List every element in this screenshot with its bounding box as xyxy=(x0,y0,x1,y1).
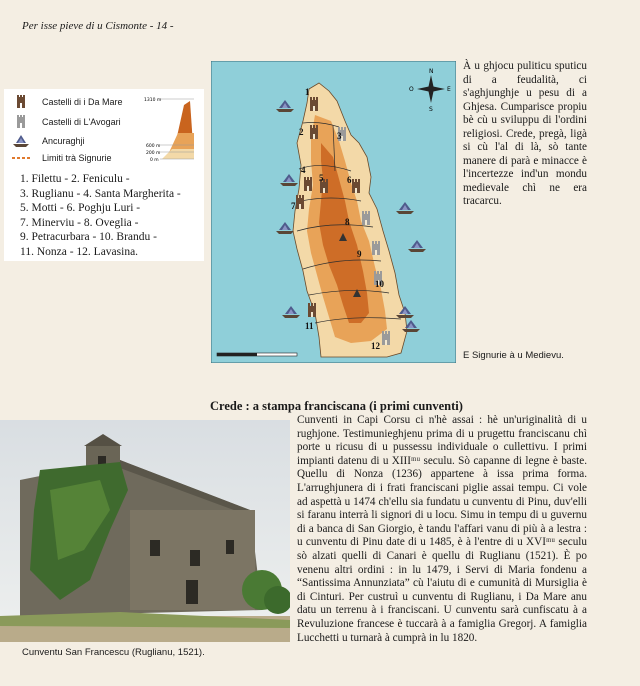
legend-item-limits xyxy=(12,151,112,165)
legend-label: Limiti trà Signurie xyxy=(42,153,112,163)
map-number: 12 xyxy=(371,341,380,351)
elevation-scale xyxy=(144,93,196,163)
map-number: 6 xyxy=(347,175,352,185)
map-number: 10 xyxy=(375,279,384,289)
legend-item-da-mare xyxy=(12,95,123,109)
castle-list-line: 7. Minerviu - 8. Oveglia - xyxy=(20,216,139,229)
section-body xyxy=(297,414,587,645)
legend-label: Castelli di i Da Mare xyxy=(42,97,123,107)
map-number: 11 xyxy=(305,321,314,331)
legend-item-avogari xyxy=(12,115,121,129)
map-number: 1 xyxy=(305,87,310,97)
legend-label: Castelli di L'Avogari xyxy=(42,117,121,127)
intro-paragraph: À u ghjocu puliticu sputicu di a feudalità, ci s'aghjunghje u pesu di a Ghjesa. Cumparisce propiu bè cù u sviluppu di l'ordini religiosi. Crede, pregà, ligà si cù l'al di là, sò tante manere di parà e minacce è l'incertezze ind'un mondu medievale chì ne era tracarcu. xyxy=(463,60,587,207)
map-number: 8 xyxy=(345,217,350,227)
elevation-label: 0 m xyxy=(150,158,159,163)
castle-list-line: 1. Filettu - 2. Feniculu - xyxy=(20,173,130,185)
castle-list xyxy=(20,172,181,259)
elevation-label: 1310 m xyxy=(144,98,162,103)
castle-list-line: 9. Petracurbara - 10. Brandu - xyxy=(20,231,157,243)
svg-text:S: S xyxy=(429,106,433,113)
map-number: 4 xyxy=(301,165,306,175)
svg-text:N: N xyxy=(429,68,434,75)
map-caption: E Signurie à u Medievu. xyxy=(463,350,564,361)
elevation-label: 600 m xyxy=(146,144,161,149)
castle-da-mare-icon xyxy=(12,95,30,109)
page-header: Per isse pieve di u Cismonte - 14 - xyxy=(22,20,174,32)
convent-photo xyxy=(0,420,290,642)
elevation-label: 200 m xyxy=(146,151,161,156)
dashed-line-icon xyxy=(12,151,30,165)
map-number: 5 xyxy=(319,173,324,183)
map-number: 7 xyxy=(291,201,296,211)
svg-text:E: E xyxy=(447,86,451,93)
castle-list-line: 11. Nonza - 12. Lavasina. xyxy=(20,245,139,258)
map-number: 3 xyxy=(337,131,342,141)
ship-icon xyxy=(12,134,30,148)
svg-text:O: O xyxy=(409,86,414,93)
scale-bar xyxy=(217,353,297,356)
cap-corse-map xyxy=(211,61,456,363)
section-title: Crede : a stampa franciscana (i primi cunventi) xyxy=(210,399,463,413)
legend-label: Ancuraghji xyxy=(42,136,85,146)
legend-item-anchorage xyxy=(12,134,85,148)
map-number: 2 xyxy=(299,127,304,137)
castle-list-line: 5. Motti - 6. Poghju Luri - xyxy=(20,202,141,214)
section-paragraph: Cunventi in Capi Corsu ci n'hè assai : hè un'uriginalità di u rughjone. Testimunieghjenu prima di u prugettu franciscanu chì porte u ricusu di u pussessu individuale o cullettivu. I primi impianti datenu di u XIIIᵐᵘ seculu. Sò capanne di legne è baste. Quellu di Nonza (1236) appartene à issa prima forma. L'arrughjunera di i frati franciscani piglie assai tempu. Ci vole ad aspettà u 1474 ch'ellu sia fundatu u cunventu di Pinu, duv'elli si faranu interrà li signori di u locu. Simu in tempu di u guvernu di a banca di San Giorgio, è tandu l'affari vanu di più à a lestra : u cunventu di Pinu date di u 1485, è à l'entre di u XVIᵐᵘ seculu sò alzati quelli di Canari è quellu di Ruglianu (1521). È po venenu altri ordini : in lu 1479, i Servi di Maria fondenu a “Santissima Annunziata” cù l'aiutu di e cumunità di Mursiglia è di Cinturi. Per custruì u cunventu di Ruglianu, i Da Mare anu datu un terrenu à i franciscani. U cunventu sarà cunfiscatu à a Revuluzione francese è tuccarà à a famiglia Gregorj. A famiglia Lucchetti u turnarà à cumprà in lu 1820. xyxy=(297,414,587,644)
castle-avogari-icon xyxy=(12,115,30,129)
map-number: 9 xyxy=(357,249,362,259)
photo-caption: Cunventu San Francescu (Ruglianu, 1521). xyxy=(22,647,205,658)
map-legend xyxy=(4,89,204,261)
castle-list-line: 3. Ruglianu - 4. Santa Margherita - xyxy=(20,187,181,200)
